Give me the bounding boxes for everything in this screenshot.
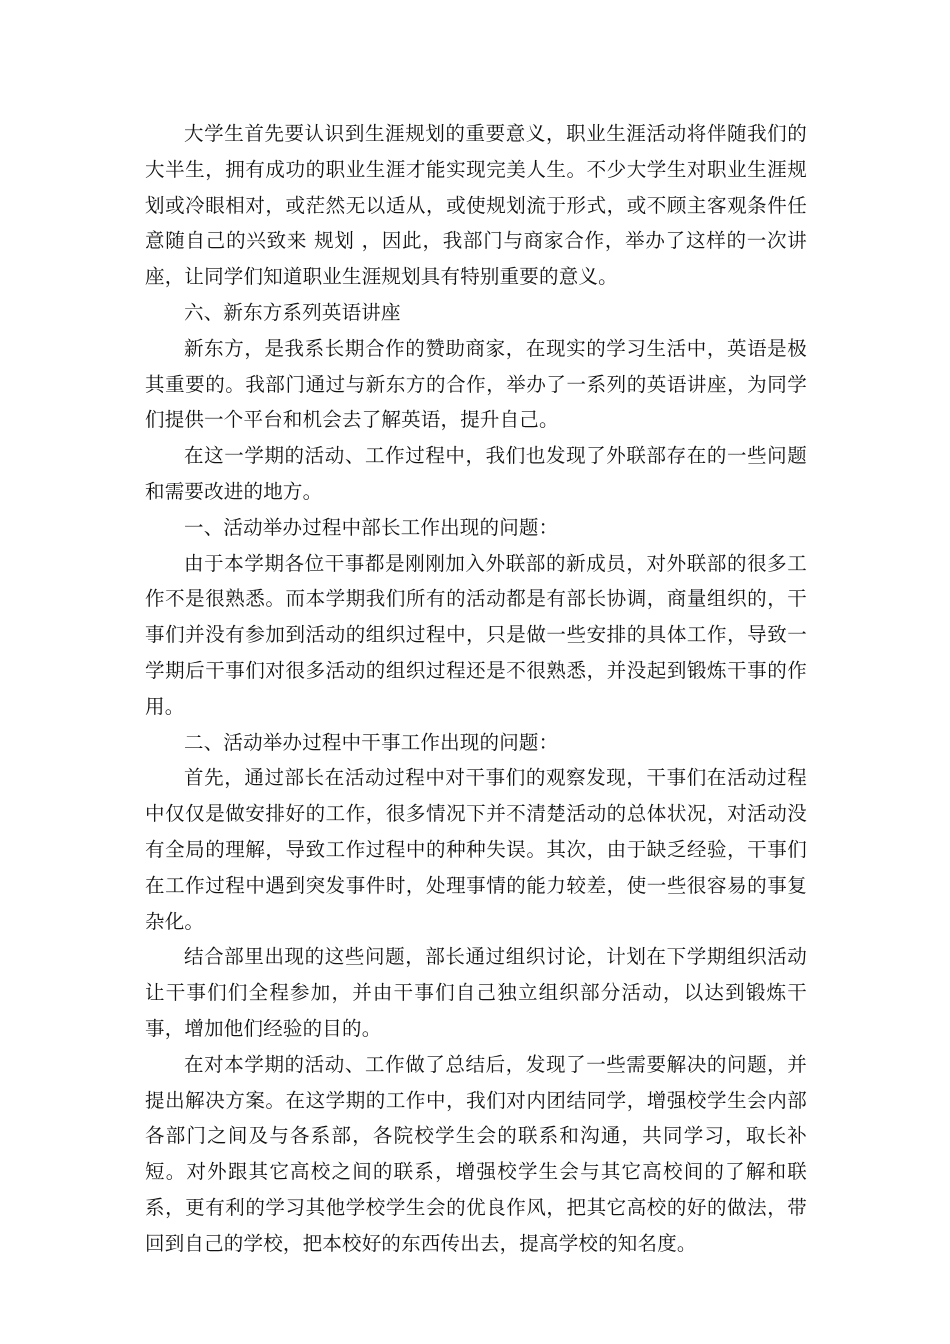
document-body	[145, 116, 807, 1262]
section-heading-staff-problems: 二、活动举办过程中干事工作出现的问题：	[184, 730, 559, 754]
section-heading-new-oriental: 六、新东方系列英语讲座	[184, 300, 401, 324]
section-heading-minister-problems: 一、活动举办过程中部长工作出现的问题：	[184, 515, 559, 539]
paragraph-summary: 在对本学期的活动、工作做了总结后，发现了一些需要解决的问题，并提出解决方案。在这学期的工作中，我们对内团结同学，增强校学生会内部各部门之间及与各系部，各院校学生会的联系和沟通，共同学习，取长补短。对外跟其它高校之间的联系，增强校学生会与其它高校间的了解和联系，更有利的学习其他学校学生会的优良作风，把其它高校的好的做法，带回到自己的学校，把本校好的东西传出去，提高学校的知名度。	[145, 1052, 807, 1255]
paragraph-staff-problems: 首先，通过部长在活动过程中对干事们的观察发现，干事们在活动过程中仅仅是做安排好的工作，很多情况下并不清楚活动的总体状况，对活动没有全局的理解，导致工作过程中的种种失误。其次，由于缺乏经验，干事们在工作过程中遇到突发事件时，处理事情的能力较差，使一些很容易的事复杂化。	[145, 766, 807, 933]
paragraph-new-oriental: 新东方，是我系长期合作的赞助商家，在现实的学习生活中，英语是极其重要的。我部门通过与新东方的合作，举办了一系列的英语讲座，为同学们提供一个平台和机会去了解英语，提升自己。	[145, 336, 807, 432]
paragraph-improvement-plan: 结合部里出现的这些问题，部长通过组织讨论，计划在下学期组织活动让干事们们全程参加，并由干事们自己独立组织部分活动，以达到锻炼干事，增加他们经验的目的。	[145, 945, 807, 1040]
paragraph-minister-problems: 由于本学期各位干事都是刚刚加入外联部的新成员，对外联部的很多工作不是很熟悉。而本学期我们所有的活动都是有部长协调，商量组织的，干事们并没有参加到活动的组织过程中，只是做一些安排的具体工作，导致一学期后干事们对很多活动的组织过程还是不很熟悉，并没起到锻炼干事的作用。	[145, 551, 807, 718]
paragraph-problems-intro: 在这一学期的活动、工作过程中，我们也发现了外联部存在的一些问题和需要改进的地方。	[145, 444, 807, 503]
paragraph-career-planning: 大学生首先要认识到生涯规划的重要意义，职业生涯活动将伴随我们的大半生，拥有成功的职业生涯才能实现完美人生。不少大学生对职业生涯规划或冷眼相对，或茫然无以适从，或使规划流于形式，或不顾主客观条件任意随自己的兴致来 规划 ，因此，我部门与商家合作，举办了这样的一次讲座，让同学们知道职业生涯规划具有特别重要的意义。	[145, 122, 807, 289]
